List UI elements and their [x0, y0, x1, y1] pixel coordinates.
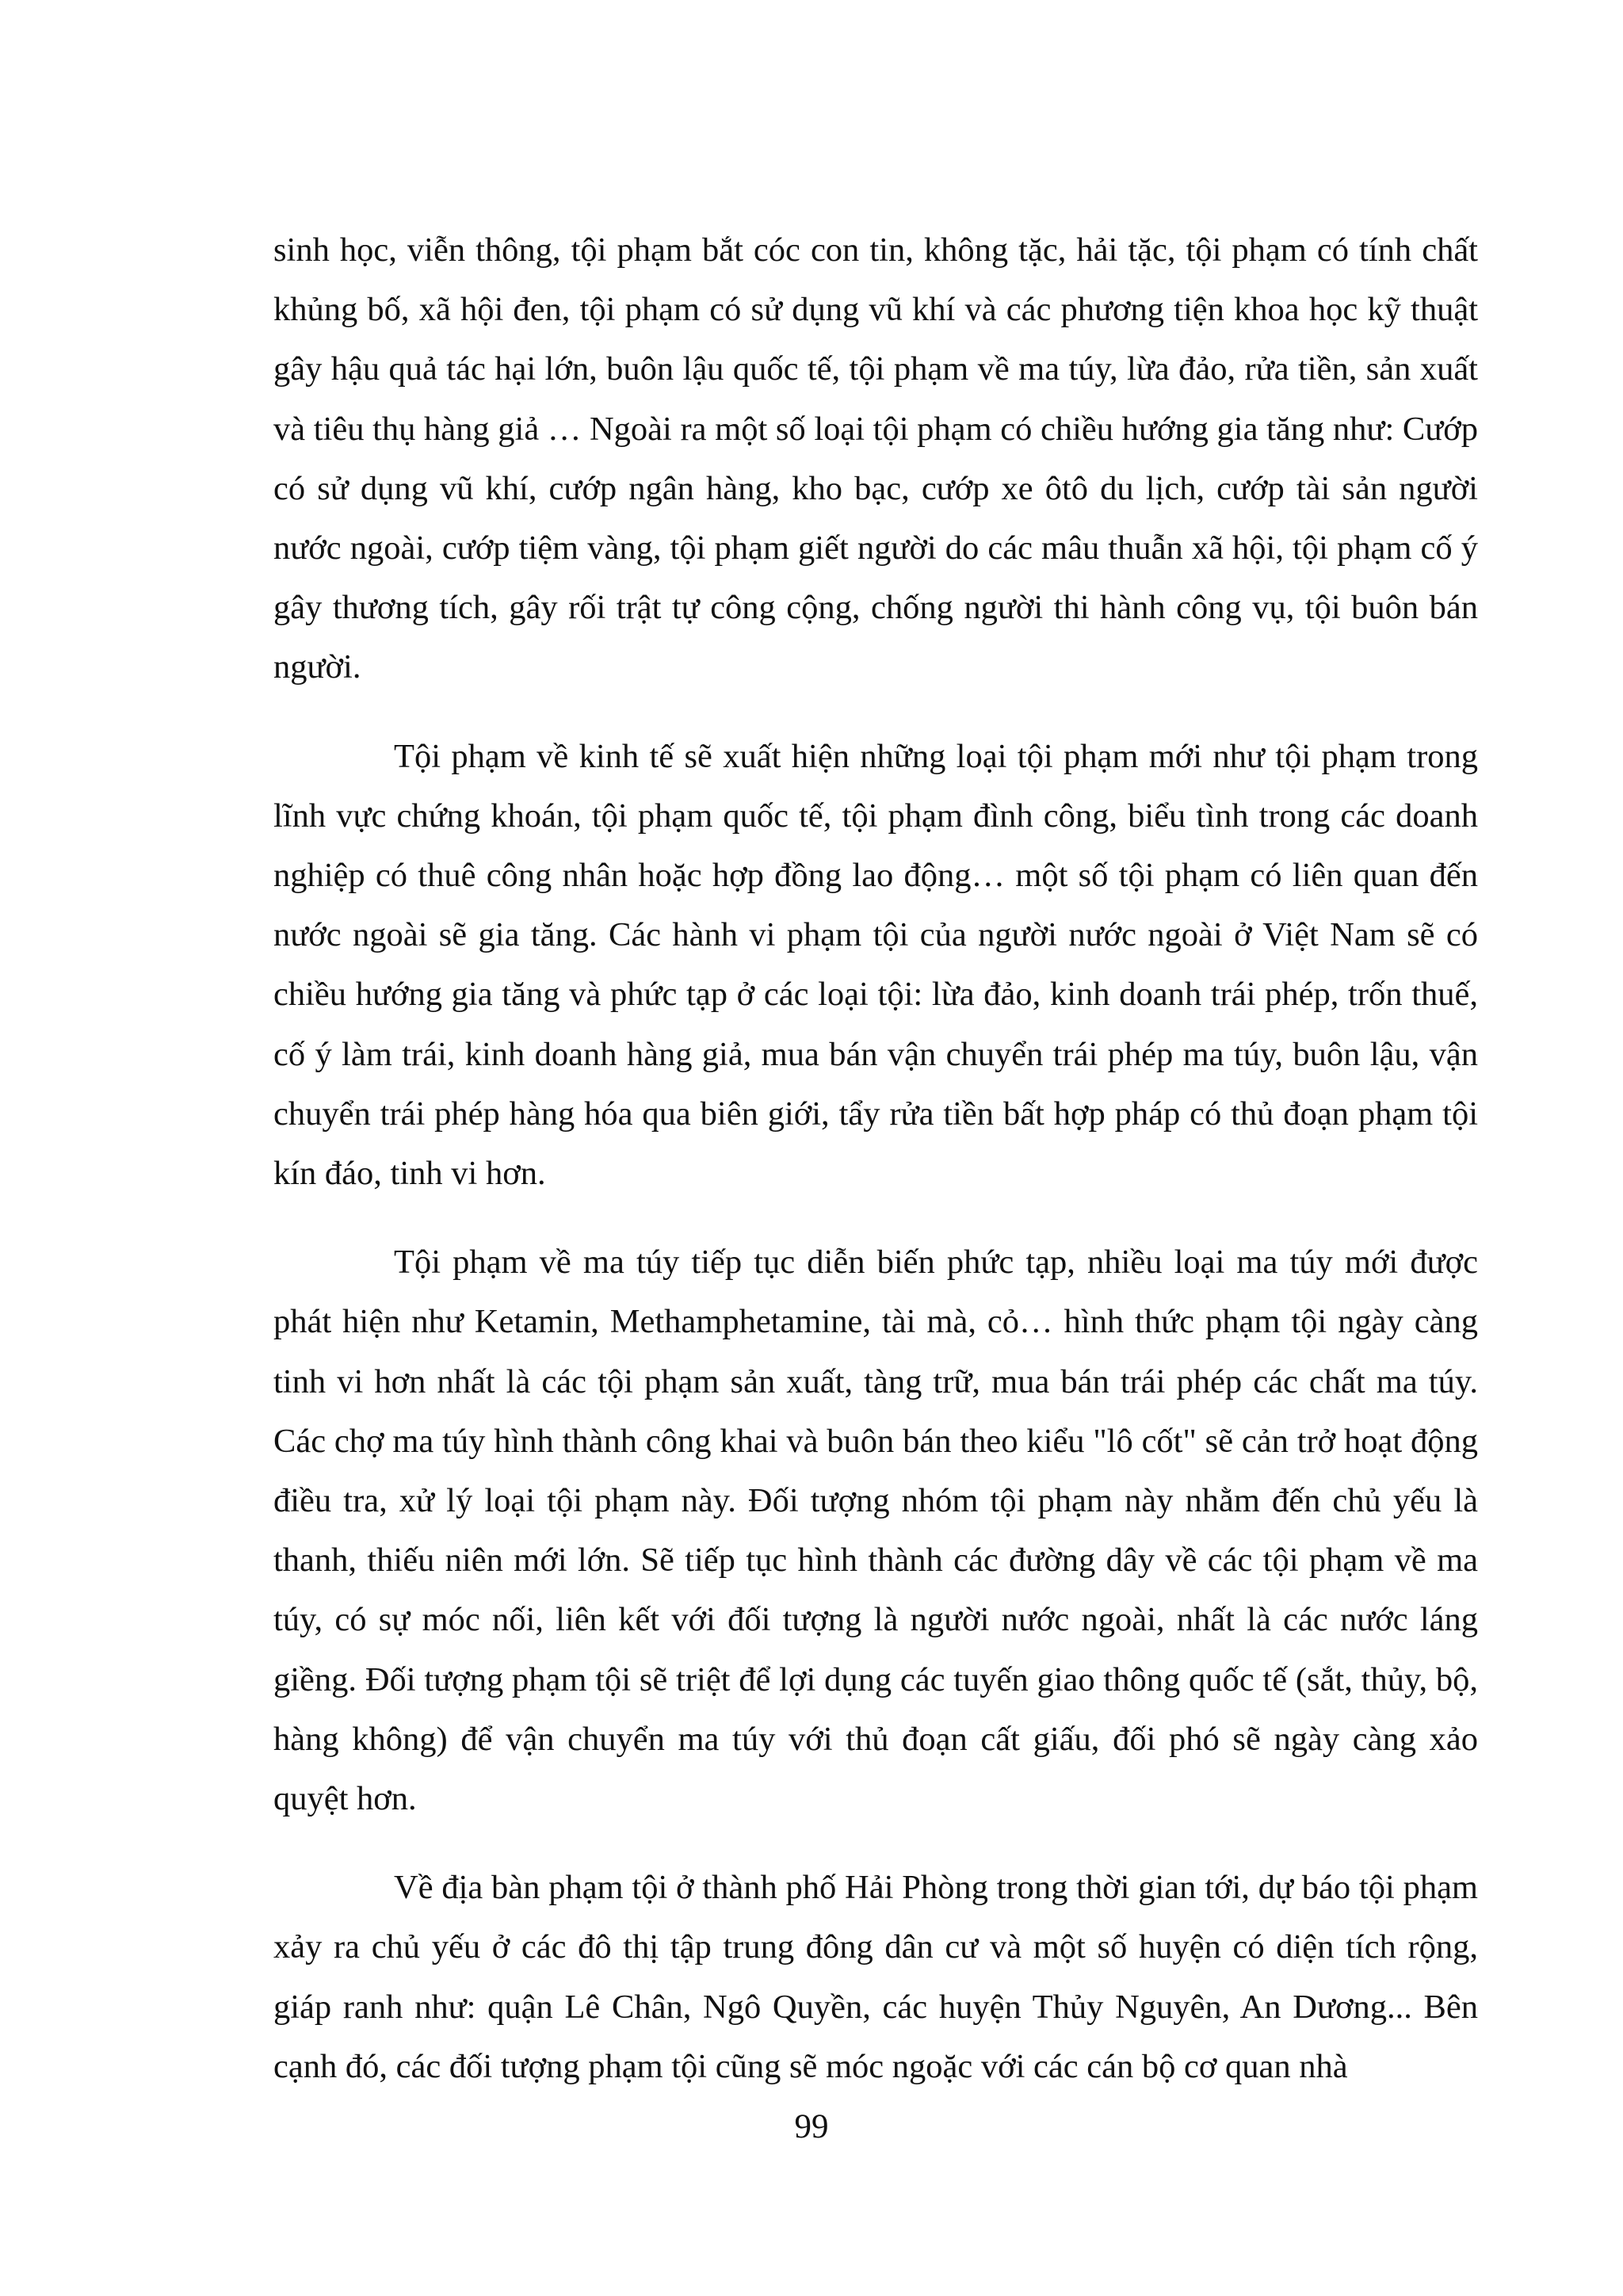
- page-number: 99: [794, 2108, 829, 2145]
- paragraph-3: Tội phạm về ma túy tiếp tục diễn biến phức tạp, nhiều loại ma túy mới được phát hiện như Ketamin, Methamphetamine, tài mà, cỏ… hình thức phạm tội ngày càng tinh vi hơn nhất là các tội phạm sản xuất, tàng trữ, mua bán trái phép các chất ma túy. Các chợ ma túy hình thành công khai và buôn bán theo kiểu "lô cốt" sẽ cản trở hoạt động điều tra, xử lý loại tội phạm này. Đối tượng nhóm tội phạm này nhằm đến chủ yếu là thanh, thiếu niên mới lớn. Sẽ tiếp tục hình thành các đường dây về các tội phạm về ma túy, có sự móc nối, liên kết với đối tượng là người nước ngoài, nhất là các nước láng giềng. Đối tượng phạm tội sẽ triệt để lợi dụng các tuyến giao thông quốc tế (sắt, thủy, bộ, hàng không) để vận chuyển ma túy với thủ đoạn cất giấu, đối phó sẽ ngày càng xảo quyệt hơn.: [273, 1244, 1478, 1818]
- paragraph-4: Về địa bàn phạm tội ở thành phố Hải Phòng trong thời gian tới, dự báo tội phạm xảy ra chủ yếu ở các đô thị tập trung đông dân cư và một số huyện có diện tích rộng, giáp ranh như: quận Lê Chân, Ngô Quyền, các huyện Thủy Nguyên, An Dương... Bên cạnh đó, các đối tượng phạm tội cũng sẽ móc ngoặc với các cán bộ cơ quan nhà: [273, 1869, 1478, 2085]
- paragraph-2: Tội phạm về kinh tế sẽ xuất hiện những loại tội phạm mới như tội phạm trong lĩnh vực chứng khoán, tội phạm quốc tế, tội phạm đình công, biểu tình trong các doanh nghiệp có thuê công nhân hoặc hợp đồng lao động… một số tội phạm có liên quan đến nước ngoài sẽ gia tăng. Các hành vi phạm tội của người nước ngoài ở Việt Nam sẽ có chiều hướng gia tăng và phức tạp ở các loại tội: lừa đảo, kinh doanh trái phép, trốn thuế, cố ý làm trái, kinh doanh hàng giả, mua bán vận chuyển trái phép ma túy, buôn lậu, vận chuyển trái phép hàng hóa qua biên giới, tẩy rửa tiền bất hợp pháp có thủ đoạn phạm tội kín đáo, tinh vi hơn.: [273, 737, 1478, 1193]
- body-text: [273, 220, 1478, 2126]
- paragraph-1: sinh học, viễn thông, tội phạm bắt cóc con tin, không tặc, hải tặc, tội phạm có tính chất khủng bố, xã hội đen, tội phạm có sử dụng vũ khí và các phương tiện khoa học kỹ thuật gây hậu quả tác hại lớn, buôn lậu quốc tế, tội phạm về ma túy, lừa đảo, rửa tiền, sản xuất và tiêu thụ hàng giả … Ngoài ra một số loại tội phạm có chiều hướng gia tăng như: Cướp có sử dụng vũ khí, cướp ngân hàng, kho bạc, cướp xe ôtô du lịch, cướp tài sản người nước ngoài, cướp tiệm vàng, tội phạm giết người do các mâu thuẫn xã hội, tội phạm cố ý gây thương tích, gây rối trật tự công cộng, chống người thi hành công vụ, tội buôn bán người.: [273, 231, 1478, 686]
